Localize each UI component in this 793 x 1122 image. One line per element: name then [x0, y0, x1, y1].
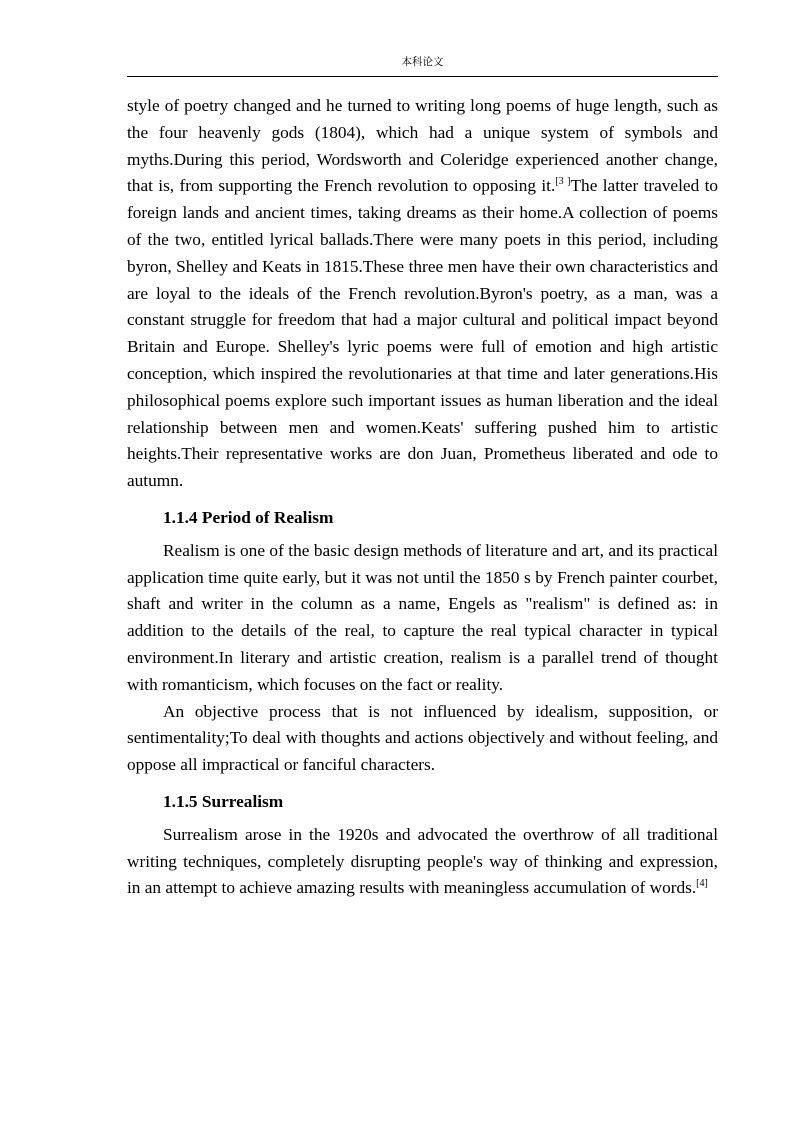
citation-ref-3: [3 ]	[555, 176, 571, 188]
paragraph-text: Surrealism arose in the 1920s and advocated the overthrow of all traditional writing techniques, completely disrupting people's way of thinking and expression, in an attempt to achieve amazing results with meaningless accumulation of words.	[127, 824, 718, 898]
section-heading-realism: 1.1.4 Period of Realism	[163, 507, 334, 527]
page-header-title: 本科论文	[401, 56, 444, 68]
paragraph-text: The latter traveled to foreign lands and ancient times, taking dreams as their home.A collection of poems of the two, entitled lyrical ballads.There were many poets in this period, including byron, Shelley and Keats in 1815.These three men have their own characteristics and are loyal to the ideals of the French revolution.Byron's poetry, as a man, was a constant struggle for freedom that had a major cultural and political impact beyond Britain and Europe. Shelley's lyric poems were full of emotion and high artistic conception, which inspired the revolutionaries at that time and later generations.His philosophical poems explore such important issues as human liberation and the ideal relationship between men and women.Keats' suffering pushed him to artistic heights.Their representative works are don Juan, Prometheus liberated and ode to autumn.	[127, 176, 719, 491]
paragraph-surrealism	[127, 822, 718, 902]
body-text	[127, 93, 718, 902]
section-heading-surrealism: 1.1.5 Surrealism	[163, 791, 284, 811]
citation-ref-4: [4]	[696, 878, 708, 890]
header-divider	[127, 76, 718, 77]
paragraph-text: style of poetry changed and he turned to writing long poems of huge length, such as the four heavenly gods (1804), which had a unique system of symbols and myths.During this period, Wordsworth and Coleridge experienced another change, that is, from supporting the French revolution to opposing it.	[127, 96, 718, 196]
paragraph-objective-process: An objective process that is not influenced by idealism, supposition, or sentimentality;To deal with thoughts and actions objectively and without feeling, and oppose all impractical or fanciful characters.	[127, 701, 718, 775]
paragraph-romanticism-continued	[127, 93, 718, 495]
paragraph-realism: Realism is one of the basic design methods of literature and art, and its practical application time quite early, but it was not until the 1850 s by French painter courbet, shaft and writer in the column as a name, Engels as "realism" is defined as: in addition to the details of the real, to capture the real typical character in typical environment.In literary and artistic creation, realism is a parallel trend of thought with romanticism, which focuses on the fact or reality.	[127, 540, 718, 694]
